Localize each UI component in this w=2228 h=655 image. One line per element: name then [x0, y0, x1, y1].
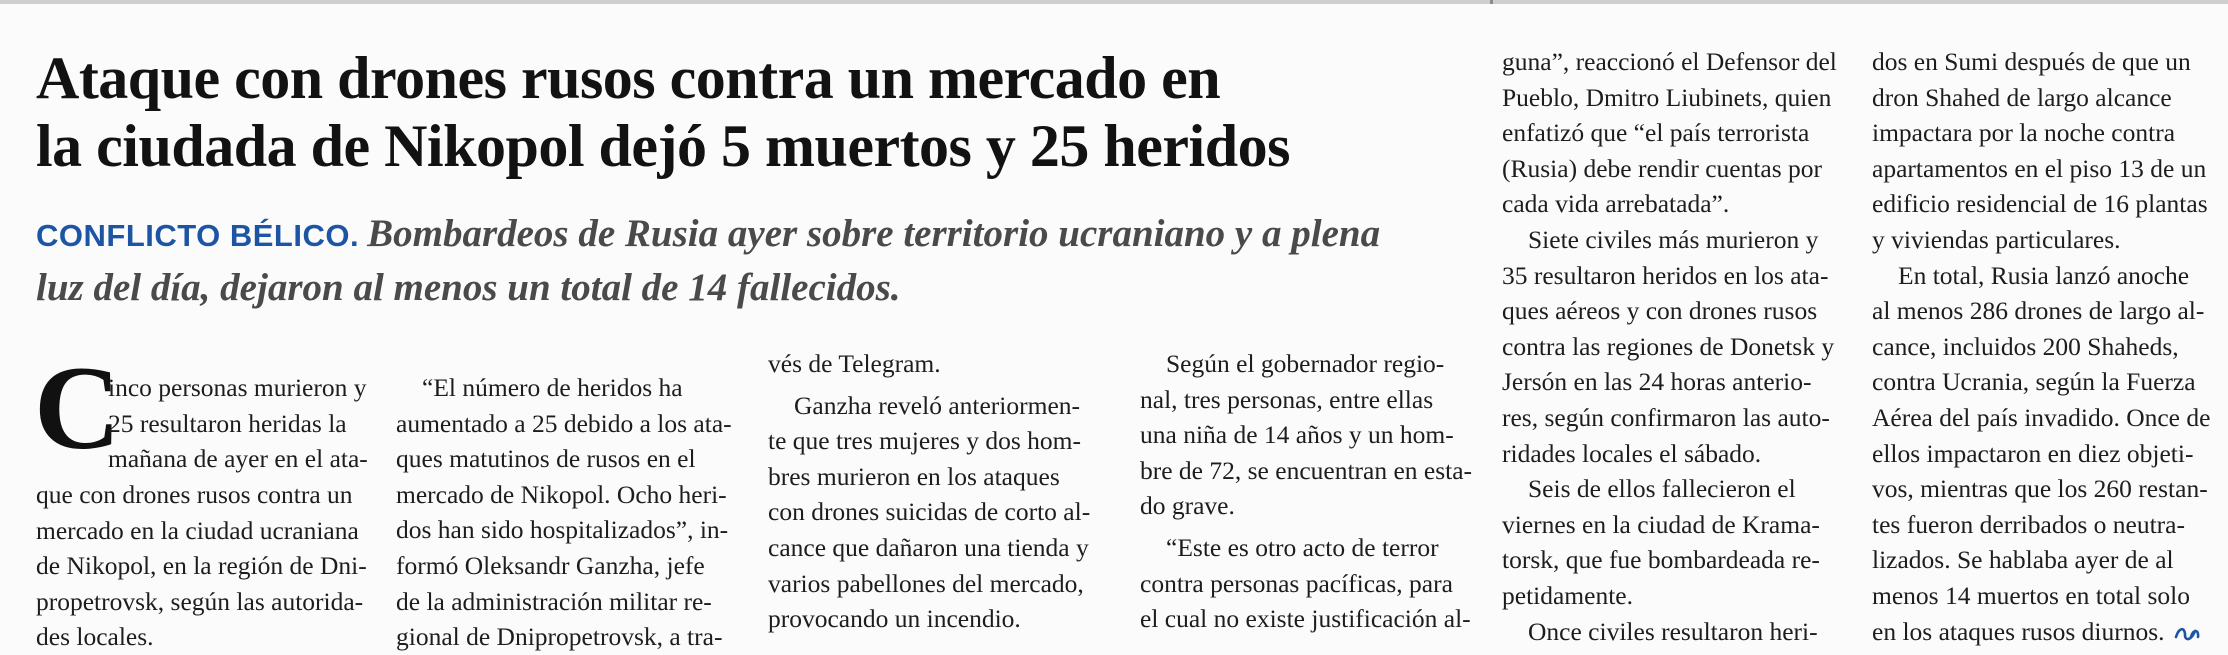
col5-line: cada vida arrebatada”. [1502, 189, 1730, 219]
col6-line: y viviendas particulares. [1872, 224, 2121, 254]
col5-line: res, según confirmaron las auto- [1502, 402, 1830, 432]
col4-line: bre de 72, se encuentran en esta- [1140, 455, 1473, 485]
col1-line: inco personas murieron y [108, 373, 367, 402]
body-column-1 [108, 370, 366, 477]
col6-line: en los ataques rusos diurnos. [1872, 616, 2165, 646]
headline-line-2: la ciudada de Nikopol dejó 5 muertos y 25 heridos [36, 113, 1290, 179]
col3-line: provocando un incendio. [768, 604, 1021, 634]
col4-line: una niña de 14 años y un hom- [1140, 420, 1454, 450]
col3-line: vés de Telegram. [768, 349, 941, 378]
col3-line: cance que dañaron una tienda y [768, 532, 1089, 562]
col2-line: de la administración militar re- [396, 586, 712, 616]
col2-line: ques matutinos de rusos en el [396, 444, 696, 474]
col6-line: Aérea del país invadido. Once de [1872, 402, 2211, 432]
col5-line: contra las regiones de Donetsk y [1502, 331, 1835, 361]
body-column-3 [768, 346, 1108, 637]
body-column-6 [1872, 44, 2212, 649]
col1-line: de Nikopol, en la región de Dni- [36, 551, 367, 581]
col4-line: nal, tres personas, entre ellas [1140, 384, 1434, 414]
col2-line: mercado de Nikopol. Ocho heri- [396, 479, 727, 509]
col2-line: dos han sido hospitalizados”, in- [396, 515, 729, 545]
drop-cap: C [34, 341, 121, 474]
deck-line-1 [36, 208, 1476, 262]
col2-line: “El número de heridos ha [422, 373, 683, 402]
col1-line: mañana de ayer en el ata- [108, 444, 368, 474]
col1-line: que con drones rusos contra un [36, 480, 353, 509]
col3-line: bres murieron en los ataques [768, 461, 1060, 491]
col3-line: con drones suicidas de corto al- [768, 497, 1091, 527]
deck [36, 208, 1476, 314]
body-column-4 [1140, 346, 1480, 637]
col5-line: Jersón en las 24 horas anterio- [1502, 367, 1812, 397]
col5-line: Pueblo, Dmitro Liubinets, quien [1502, 82, 1832, 112]
col6-line: dos en Sumi después de que un [1872, 47, 2191, 76]
col1-line: des locales. [36, 622, 154, 652]
col4-line: “Este es otro acto de terror [1166, 532, 1439, 562]
col6-line: ellos impactaron en diez objeti- [1872, 438, 2194, 468]
col5-line: guna”, reaccionó el Defensor del [1502, 47, 1837, 76]
col5-line: ridades locales el sábado. [1502, 438, 1762, 468]
section-kicker: CONFLICTO BÉLICO. [36, 218, 360, 253]
col3-line: te que tres mujeres y dos hom- [768, 426, 1082, 456]
col6-line: apartamentos en el piso 13 de un [1872, 153, 2207, 183]
col5-line: viernes en la ciudad de Krama- [1502, 509, 1820, 539]
col6-line: contra Ucrania, según la Fuerza [1872, 367, 2196, 397]
col4-line: Según el gobernador regio- [1166, 349, 1445, 378]
deck-text-1: Bombardeos de Rusia ayer sobre territorio ucraniano y a plena [367, 212, 1381, 255]
col2-line: gional de Dnipropetrovsk, a tra- [396, 622, 723, 652]
col4-line: do grave. [1140, 491, 1235, 521]
col5-line: ques aéreos y con drones rusos [1502, 296, 1818, 326]
col6-line: lizados. Se hablaba ayer de al [1872, 545, 2174, 575]
top-rule [0, 0, 2228, 4]
col5-line: Once civiles resultaron heri- [1528, 616, 1818, 646]
col6-line: menos 14 muertos en total solo [1872, 580, 2191, 610]
col5-line: petidamente. [1502, 580, 1633, 610]
col5-line: (Rusia) debe rendir cuentas por [1502, 153, 1823, 183]
col5-line: enfatizó que “el país terrorista [1502, 118, 1810, 148]
col4-line: contra personas pacíficas, para [1140, 568, 1453, 598]
col6-line: cance, incluidos 200 Shaheds, [1872, 331, 2179, 361]
col6-line: dron Shahed de largo alcance [1872, 82, 2172, 112]
col6-line: edificio residencial de 16 plantas [1872, 189, 2208, 219]
col6-line: tes fueron derribados o neutra- [1872, 509, 2185, 539]
col5-line: torsk, que fue bombardeada re- [1502, 545, 1820, 575]
body-column-5 [1502, 44, 1842, 649]
col6-line: vos, mientras que los 260 restan- [1872, 474, 2208, 504]
col6-line: al menos 286 drones de largo al- [1872, 296, 2205, 326]
col6-line: En total, Rusia lanzó anoche [1898, 260, 2190, 290]
end-of-article-icon [2173, 625, 2201, 643]
body-column-2 [396, 370, 732, 655]
col1-line: 25 resultaron heridas la [108, 408, 347, 438]
headline [36, 44, 1476, 180]
col1-line: mercado en la ciudad ucraniana [36, 515, 359, 545]
column-separator [1490, 0, 1493, 4]
col5-line: Seis de ellos fallecieron el [1528, 474, 1796, 504]
col2-line: formó Oleksandr Ganzha, jefe [396, 550, 705, 580]
col3-line: Ganzha reveló anteriormen- [794, 390, 1081, 420]
body-column-1-cont [36, 477, 366, 655]
col5-line: Siete civiles más murieron y [1528, 224, 1819, 254]
deck-line-2: luz del día, dejaron al menos un total de 14 fallecidos. [36, 266, 901, 309]
col1-line: propetrovsk, según las autorida- [36, 586, 364, 616]
col6-line: impactara por la noche contra [1872, 118, 2176, 148]
col6-last-line [1872, 614, 2212, 650]
col5-line: 35 resultaron heridos en los ata- [1502, 260, 1829, 290]
col2-line: aumentado a 25 debido a los ata- [396, 408, 732, 438]
col3-line: varios pabellones del mercado, [768, 568, 1084, 598]
headline-line-1: Ataque con drones rusos contra un mercado en [36, 45, 1221, 111]
col4-line: el cual no existe justificación al- [1140, 604, 1471, 634]
